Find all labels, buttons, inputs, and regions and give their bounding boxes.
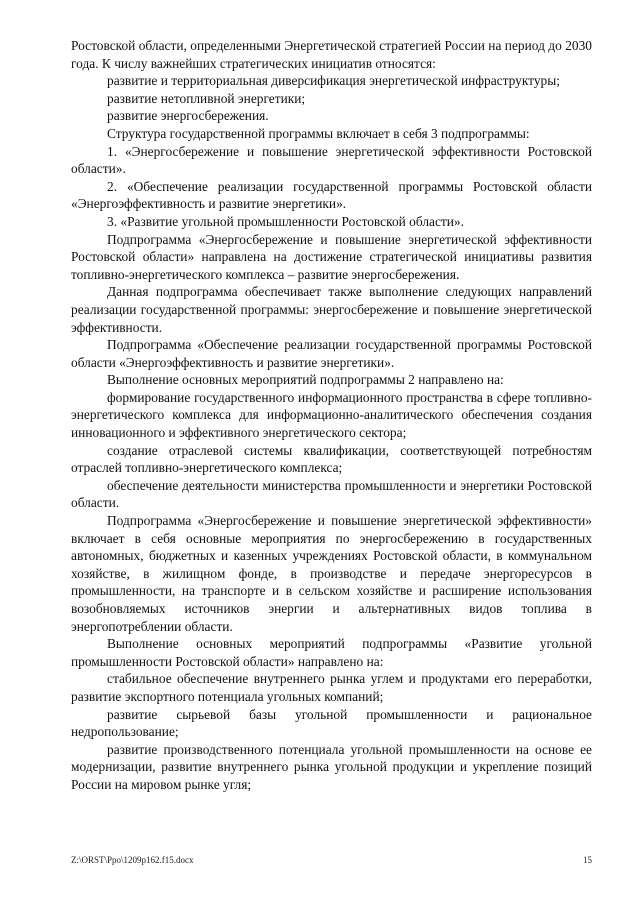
paragraph: 2. «Обеспечение реализации государственной программы Ростовской области «Энергоэффективность и развитие энергетики». <box>71 178 592 212</box>
page-footer <box>71 853 592 867</box>
paragraph: Структура государственной программы включает в себя 3 подпрограммы: <box>107 125 530 141</box>
paragraph: Выполнение основных мероприятий подпрограммы «Развитие угольной промышленности Ростовской области» направлено на: <box>71 636 592 669</box>
paragraph: Подпрограмма «Энергосбережение и повышение энергетической эффективности» включает в себя основные мероприятия по энергосбережению в государственных автономных, бюджетных и казенных учреждениях Ростовской области, в коммунальном хозяйстве, в жилищном фонде, в производстве и передаче энергоресурсов в промышленности, на транспорте и в сельском хозяйстве и расширение использования возобновляемых источников энергии и альтернативных видов топлива в энергопотреблении области. <box>71 513 592 634</box>
paragraph: формирование государственного информационного пространства в сфере топливно-энергетического комплекса для информационно-аналитического обеспечения создания инновационного и эффективного энергетического сектора; <box>71 389 592 441</box>
footer-file-path: Z:\ORST\Ppo\1209p162.f15.docx <box>71 855 194 865</box>
paragraph: развитие энергосбережения. <box>107 108 269 124</box>
paragraph: развитие нетопливной энергетики; <box>107 90 306 106</box>
paragraph: развитие и территориальная диверсификация энергетической инфраструктуры; <box>107 73 560 89</box>
paragraph: создание отраслевой системы квалификации, соответствующей потребностям отраслей топливно-энергетического комплекса; <box>71 442 592 476</box>
paragraph: 3. «Развитие угольной промышленности Ростовской области». <box>107 213 464 229</box>
paragraph: Подпрограмма «Энергосбережение и повышение энергетической эффективности Ростовской области» направлена на достижение стратегической инициативы развития топливно-энергетического комплекса – развитие энергосбережения. <box>71 231 592 282</box>
paragraph: Данная подпрограмма обеспечивает также выполнение следующих направлений реализации государственной программы: энергосбережение и повышение энергетической эффективности. <box>71 284 592 335</box>
document-body <box>71 37 592 794</box>
paragraph: обеспечение деятельности министерства промышленности и энергетики Ростовской области. <box>71 477 592 511</box>
paragraph: Подпрограмма «Обеспечение реализации государственной программы Ростовской области «Энергоэффективность и развитие энергетики». <box>71 337 592 370</box>
paragraph: Ростовской области, определенными Энергетической стратегией России на период до 2030 года. К числу важнейших стратегических инициатив относятся: <box>71 38 592 71</box>
paragraph: развитие сырьевой базы угольной промышленности и рациональное недропользование; <box>71 706 592 740</box>
page-number: 15 <box>583 855 592 865</box>
paragraph: Выполнение основных мероприятий подпрограммы 2 направлено на: <box>107 372 504 388</box>
paragraph: развитие производственного потенциала угольной промышленности на основе ее модернизации, развитие внутреннего рынка угольной продукции и укрепление позиций России на мировом рынке угля; <box>71 741 592 792</box>
paragraph: стабильное обеспечение внутреннего рынка углем и продуктами его переработки, развитие экспортного потенциала угольных компаний; <box>71 671 592 704</box>
paragraph: 1. «Энергосбережение и повышение энергетической эффективности Ростовской области». <box>71 143 592 177</box>
